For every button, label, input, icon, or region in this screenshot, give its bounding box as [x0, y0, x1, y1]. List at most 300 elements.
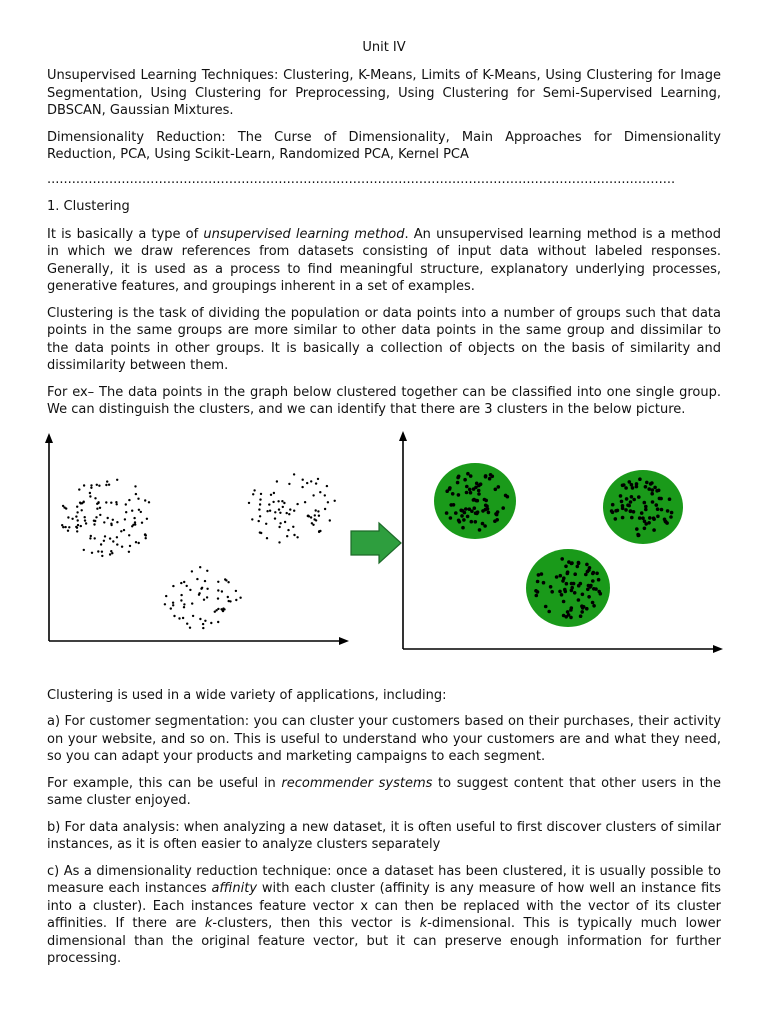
data-point: [172, 584, 174, 586]
data-point: [235, 589, 237, 591]
data-point: [165, 594, 167, 596]
data-point: [199, 566, 201, 568]
data-point: [202, 622, 204, 624]
data-point: [172, 601, 174, 603]
cluster-point: [461, 525, 465, 529]
data-point: [112, 540, 114, 542]
cluster-point: [670, 510, 674, 514]
cluster-point: [484, 474, 488, 478]
cluster-point: [630, 482, 634, 486]
cluster-point: [616, 508, 620, 512]
cluster-point: [584, 572, 588, 576]
data-point: [138, 508, 140, 510]
data-point: [98, 484, 100, 486]
data-point: [137, 497, 139, 499]
data-point: [292, 525, 294, 527]
document-page: [47, 40, 721, 977]
data-point: [334, 499, 336, 501]
cluster-point: [536, 579, 540, 583]
cluster-point: [460, 514, 464, 518]
cluster-point: [476, 498, 480, 502]
data-point: [93, 523, 95, 525]
data-point: [141, 521, 143, 523]
data-point: [144, 533, 146, 535]
cluster-point: [477, 492, 481, 496]
cluster-point: [454, 511, 458, 515]
item-data-analysis: b) For data analysis: when analyzing a new dataset, it is often useful to first discover clusters of similar instances, as it is often easier to analyze clusters separately: [47, 819, 721, 852]
paragraph-definition: Clustering is the task of dividing the population or data points into a number of groups such that data points in the same groups are more similar to other data points in the same group and dissimilar to the data points in other groups. It is basically a collection of objects on the basis of similarity and dissimilarity between them.: [47, 305, 721, 373]
data-point: [202, 626, 204, 628]
data-point: [278, 525, 280, 527]
cluster-point: [462, 518, 466, 522]
data-point: [319, 491, 321, 493]
cluster-point: [475, 481, 479, 485]
data-point: [259, 515, 261, 517]
data-point: [277, 500, 279, 502]
emphasis: unsupervised learning method: [203, 226, 405, 242]
cluster-point: [457, 493, 461, 497]
cluster-point: [592, 604, 596, 608]
data-point: [90, 486, 92, 488]
data-point: [189, 626, 191, 628]
text-run: For example, this can be useful in: [47, 775, 282, 791]
cluster-point: [647, 487, 651, 491]
data-point: [186, 584, 188, 586]
emphasis: k: [204, 916, 213, 931]
cluster-point: [472, 498, 476, 502]
cluster-point: [456, 480, 460, 484]
cluster-point: [643, 500, 647, 504]
cluster-point: [506, 494, 510, 498]
data-point: [199, 617, 201, 619]
data-point: [324, 494, 326, 496]
cluster-point: [644, 504, 648, 508]
data-point: [227, 581, 229, 583]
cluster-point: [648, 516, 652, 520]
data-point: [82, 501, 84, 503]
data-point: [329, 519, 331, 521]
data-point: [67, 516, 69, 518]
left-x-arrowhead: [339, 637, 349, 645]
data-point: [76, 526, 78, 528]
data-point: [201, 586, 203, 588]
cluster-point: [651, 500, 655, 504]
data-point: [235, 598, 237, 600]
data-point: [124, 518, 126, 520]
text-run: to suggest content that other users in the same cluster enjoyed.: [47, 775, 721, 808]
data-point: [78, 488, 80, 490]
cluster-point: [472, 487, 476, 491]
data-point: [83, 548, 85, 550]
cluster-point: [565, 581, 569, 585]
data-point: [128, 550, 130, 552]
cluster-point: [569, 608, 573, 612]
cluster-point: [594, 587, 598, 591]
cluster-point: [469, 490, 473, 494]
data-point: [80, 524, 82, 526]
data-point: [252, 493, 254, 495]
paragraph-recommender: [47, 775, 721, 810]
data-point: [85, 522, 87, 524]
data-point: [144, 499, 146, 501]
cluster-point: [540, 572, 544, 576]
cluster-point: [562, 613, 566, 617]
cluster-point: [645, 480, 649, 484]
unclustered-points: [61, 473, 336, 629]
cluster-point: [550, 590, 554, 594]
data-point: [296, 502, 298, 504]
data-point: [77, 523, 79, 525]
data-point: [326, 484, 328, 486]
cluster-point: [597, 589, 601, 593]
data-point: [318, 514, 320, 516]
data-point: [103, 521, 105, 523]
topics-dimensionality: Dimensionality Reduction: The Curse of Dimensionality, Main Approaches for Dimensionality Reduction, PCA, Using Scikit-Learn, Randomized PCA, Kernel PCA: [47, 129, 721, 162]
data-point: [324, 507, 326, 509]
cluster-point: [637, 495, 641, 499]
data-point: [229, 600, 231, 602]
cluster-point: [558, 589, 562, 593]
cluster-point: [577, 583, 581, 587]
data-point: [259, 498, 261, 500]
cluster-point: [577, 598, 581, 602]
data-point: [109, 537, 111, 539]
data-point: [61, 524, 63, 526]
cluster-point: [484, 507, 488, 511]
data-point: [173, 614, 175, 616]
cluster-point: [456, 475, 460, 479]
data-point: [310, 516, 312, 518]
cluster-point: [501, 506, 505, 510]
data-point: [81, 509, 83, 511]
data-point: [312, 494, 314, 496]
cluster-point: [587, 568, 591, 572]
cluster-point: [488, 476, 492, 480]
data-point: [138, 541, 140, 543]
cluster-point: [573, 572, 577, 576]
cluster-point: [470, 519, 474, 523]
data-point: [76, 530, 78, 532]
data-point: [95, 516, 97, 518]
data-point: [278, 541, 280, 543]
cluster-point: [665, 521, 669, 525]
cluster-point: [663, 517, 667, 521]
data-point: [84, 516, 86, 518]
cluster-point: [632, 497, 636, 501]
data-point: [284, 520, 286, 522]
data-point: [210, 621, 212, 623]
data-point: [288, 513, 290, 515]
cluster-point: [627, 503, 631, 507]
data-point: [183, 603, 185, 605]
data-point: [293, 509, 295, 511]
cluster-point: [534, 589, 538, 593]
cluster-point: [669, 515, 673, 519]
data-point: [293, 473, 295, 475]
data-point: [90, 534, 92, 536]
data-point: [131, 509, 133, 511]
data-point: [135, 492, 137, 494]
data-point: [116, 478, 118, 480]
cluster-point: [625, 497, 629, 501]
data-point: [101, 554, 103, 556]
data-point: [89, 495, 91, 497]
data-point: [186, 622, 188, 624]
data-point: [123, 528, 125, 530]
cluster-point: [591, 600, 595, 604]
cluster-point: [580, 610, 584, 614]
paragraph-example: For ex– The data points in the graph below clustered together can be classified into one single group. We can distinguish the clusters, and we can identify that there are 3 clusters in the below picture.: [47, 384, 721, 417]
data-point: [258, 519, 260, 521]
data-point: [90, 484, 92, 486]
data-point: [116, 543, 118, 545]
right-y-arrowhead: [399, 431, 407, 441]
cluster-point: [579, 614, 583, 618]
data-point: [307, 514, 309, 516]
clustered-groups: [434, 463, 683, 627]
cluster-point: [562, 599, 566, 603]
data-point: [121, 545, 123, 547]
data-point: [301, 485, 303, 487]
cluster-point: [463, 477, 467, 481]
data-point: [132, 523, 134, 525]
data-point: [91, 551, 93, 553]
cluster-point: [589, 583, 593, 587]
cluster-point: [638, 477, 642, 481]
data-point: [180, 593, 182, 595]
data-point: [110, 501, 112, 503]
data-point: [116, 536, 118, 538]
data-point: [164, 603, 166, 605]
data-point: [94, 497, 96, 499]
cluster-point: [476, 510, 480, 514]
data-point: [270, 493, 272, 495]
cluster-point: [497, 485, 501, 489]
cluster-point: [566, 571, 570, 575]
cluster-point: [535, 593, 539, 597]
cluster-point: [445, 511, 449, 515]
data-point: [105, 501, 107, 503]
cluster-point: [484, 503, 488, 507]
data-point: [283, 501, 285, 503]
data-point: [269, 509, 271, 511]
text-run: with each cluster (affinity is any measure of how well an instance fits into a cluster). Each instances feature vector x can then be replaced with the vector of its cluster affinities. If there are: [47, 881, 722, 931]
data-point: [64, 525, 66, 527]
transform-arrow: [351, 523, 401, 563]
cluster-point: [465, 484, 469, 488]
data-point: [180, 599, 182, 601]
data-point: [79, 501, 81, 503]
cluster-point: [547, 609, 551, 613]
cluster-point: [581, 606, 585, 610]
cluster-point: [643, 526, 647, 530]
data-point: [260, 492, 262, 494]
data-point: [314, 514, 316, 516]
data-point: [99, 506, 101, 508]
data-point: [75, 515, 77, 517]
data-point: [304, 501, 306, 503]
data-point: [289, 508, 291, 510]
data-point: [239, 596, 241, 598]
paragraph-applications: Clustering is used in a wide variety of applications, including:: [47, 687, 447, 703]
data-point: [315, 519, 317, 521]
section-heading: 1. Clustering: [47, 198, 130, 214]
cluster-point: [629, 509, 633, 513]
data-point: [146, 517, 148, 519]
cluster-point: [494, 487, 498, 491]
data-point: [281, 500, 283, 502]
data-point: [84, 519, 86, 521]
cluster-point: [448, 487, 452, 491]
cluster-point: [619, 494, 623, 498]
data-point: [109, 553, 111, 555]
cluster-point: [483, 497, 487, 501]
cluster-point: [559, 573, 563, 577]
left-y-arrowhead: [45, 433, 53, 443]
data-point: [112, 518, 114, 520]
cluster-point: [638, 516, 642, 520]
data-point: [180, 581, 182, 583]
cluster-point: [464, 507, 468, 511]
data-point: [68, 526, 70, 528]
data-point: [100, 543, 102, 545]
data-point: [103, 539, 105, 541]
data-point: [293, 533, 295, 535]
data-point: [140, 510, 142, 512]
data-point: [288, 482, 290, 484]
cluster-point: [591, 571, 595, 575]
cluster-point: [481, 521, 485, 525]
data-point: [317, 510, 319, 512]
cluster-point: [655, 489, 659, 493]
data-point: [182, 616, 184, 618]
cluster-point: [620, 499, 624, 503]
cluster-point: [459, 508, 463, 512]
data-point: [134, 485, 136, 487]
data-point: [215, 609, 217, 611]
cluster-point: [624, 486, 628, 490]
cluster-point: [560, 557, 564, 561]
data-point: [248, 501, 250, 503]
cluster-point: [629, 500, 633, 504]
text-run: It is basically a type of: [47, 226, 204, 242]
data-point: [278, 508, 280, 510]
item-dimensionality-reduction: [47, 863, 721, 968]
cluster-point: [631, 486, 635, 490]
cluster-point: [585, 562, 589, 566]
data-point: [128, 534, 130, 536]
cluster-point: [635, 482, 639, 486]
cluster-point: [640, 511, 644, 515]
cluster-point: [651, 488, 655, 492]
data-point: [125, 511, 127, 513]
text-run: -clusters, then this vector is: [212, 916, 420, 931]
data-point: [265, 522, 267, 524]
data-point: [191, 570, 193, 572]
data-point: [318, 530, 320, 532]
data-point: [133, 516, 135, 518]
item-customer-segmentation: a) For customer segmentation: you can cluster your customers based on their purchases, their activity on your website, and so on. This is useful to understand who your customers are and what they need, so you can adapt your products and marketing campaigns to each segment.: [47, 714, 721, 764]
data-point: [204, 579, 206, 581]
data-point: [76, 505, 78, 507]
cluster-point: [668, 497, 672, 501]
data-point: [116, 521, 118, 523]
data-point: [206, 569, 208, 571]
cluster-point: [495, 512, 499, 516]
cluster-point: [655, 503, 659, 507]
data-point: [227, 595, 229, 597]
data-point: [221, 590, 223, 592]
cluster-point: [466, 471, 470, 475]
cluster-point: [544, 604, 548, 608]
cluster-point: [597, 577, 601, 581]
cluster-point: [632, 510, 636, 514]
data-point: [77, 519, 79, 521]
data-point: [83, 484, 85, 486]
cluster-point: [564, 564, 568, 568]
cluster-point: [491, 474, 495, 478]
data-point: [148, 501, 150, 503]
data-point: [282, 505, 284, 507]
emphasis: recommender systems: [281, 775, 433, 791]
cluster-point: [478, 528, 482, 532]
cluster-point: [473, 506, 477, 510]
data-point: [286, 511, 288, 513]
data-point: [260, 531, 262, 533]
cluster-point: [468, 487, 472, 491]
cluster-point: [621, 515, 625, 519]
data-point: [129, 544, 131, 546]
data-point: [217, 589, 219, 591]
cluster-point: [637, 533, 641, 537]
data-point: [268, 503, 270, 505]
cluster-point: [585, 606, 589, 610]
cluster-point: [647, 521, 651, 525]
cluster-point: [465, 490, 469, 494]
data-point: [198, 592, 200, 594]
data-point: [125, 503, 127, 505]
data-point: [106, 480, 108, 482]
cluster-point: [624, 508, 628, 512]
clustering-illustration: [37, 429, 725, 669]
text-run: -dimensional. This is typically much lower dimensional than the original feature vector, but it can preserve enough information for further processing.: [47, 916, 721, 966]
cluster-point: [595, 571, 599, 575]
cluster-point: [570, 588, 574, 592]
data-point: [107, 516, 109, 518]
cluster-point: [469, 474, 473, 478]
data-point: [274, 511, 276, 513]
text-run: . An unsupervised learning method is a method in which we draw references from datasets consisting of input data without labeled responses. Generally, it is used as a process to find meaningful structure, explanatory underlying processes, generative features, and groupings inherent in a set of examples.: [47, 226, 721, 294]
cluster-point: [560, 593, 564, 597]
data-point: [96, 483, 98, 485]
cluster-point: [561, 579, 565, 583]
data-point: [104, 535, 106, 537]
data-point: [189, 588, 191, 590]
data-point: [306, 481, 308, 483]
data-point: [96, 507, 98, 509]
data-point: [296, 536, 298, 538]
data-point: [97, 501, 99, 503]
cluster-point: [656, 507, 660, 511]
data-point: [94, 519, 96, 521]
cluster-point: [649, 482, 653, 486]
cluster-point: [652, 516, 656, 520]
data-point: [204, 619, 206, 621]
data-point: [94, 537, 96, 539]
data-point: [287, 528, 289, 530]
data-point: [76, 511, 78, 513]
cluster-2: [603, 470, 683, 544]
